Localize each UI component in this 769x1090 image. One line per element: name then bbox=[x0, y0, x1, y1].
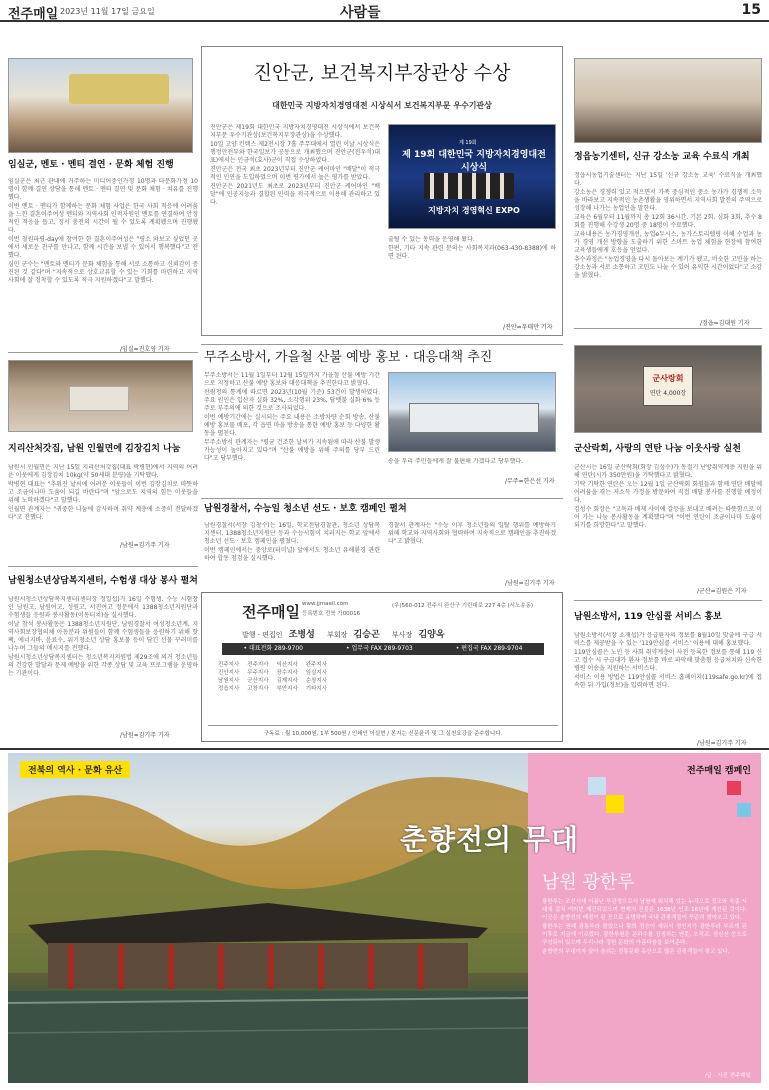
jeongeup-group-photo bbox=[574, 58, 762, 143]
divider bbox=[8, 352, 198, 353]
branch-cell: 고창지사 bbox=[247, 686, 269, 692]
imsil-byline: /임실=진호영 기자 bbox=[120, 346, 170, 353]
branch-table bbox=[214, 661, 331, 693]
section-title: 사람들 bbox=[340, 5, 381, 21]
musu-body-right: 송을 우리 주민들에게 잘 불편해 가겠다고 당부했다. bbox=[388, 458, 524, 465]
campaign-body: 광한루는 조선시대 이름난 부관정으로서 남원에 위치해 있는 누각으로 정조와 숙종 시대에 걸쳐 여러번 재건되었으며 현재의 건물은 1638년 인조 16년에 재건된 것이다. 이곳은 춘향전의 배경이 된 곳으로 유명하며 국내 관광객들이 꾸준히 찾아오고 있다. 광한루는 원래 광통루라 불렸으나 황희 정승이 세워서 정인지가 광한루라 부르게 된 이후로 지금에 이르렀다. 광한루원은 은하수를 상징하는 연못, 오작교, 삼신산 등으로 구성되어 있으며 우리나라 정원 문화의 아름다움을 보여준다. 춘향전의 무대이자 살아 숨쉬는 전통문화 유산으로 많은 관광객들이 찾고 있다. bbox=[542, 899, 747, 955]
imsil-body: 임실군은 최근 관내에 거주하는 미디어중인가정 10명과 다문화가정 10명이 함께 결연 상담을 통해 멘토 · 멘티 결연 및 문화 체험 · 치유를 진행했다. 이번 멘토 · 멘티가 함께하는 문화 체험 사업은 한국 사회 적응에 어려움을 느낀 결혼이주여성 멘티와 지역사회 인적자원인 멘토를 연결하여 안정적인 적응을 돕고, 정서 충전의 시간이 될 수 있도록 계획됐으며 진행됐다. 이번 철원파평-day에 참여한 한 결혼이주여성은 "평소 와보고 싶었던 곳에서 새로운 친구를 만나고, 함께 시간을 보낼 수 있어서 행복했다"고 전했다. 심민 군수는 "멘토와 멘티가 문화 체험을 통해 서로 소통하고 신뢰감이 증진된 것 같다"며 "지속적으로 상호교류할 수 있는 기회를 마련하고 지역사회에 잘 정착할 수 있도록 적극 지원하겠다"고 말했다. bbox=[8, 178, 198, 284]
police-body-right: 경찰서 관계자는 "수능 이후 청소년들의 일탈 행위를 예방하기 위해 학교와 지역사회와 협력하여 지속적으로 캠페인을 추진하겠다"고 밝혔다. bbox=[388, 522, 556, 545]
imsil-group-photo bbox=[8, 58, 193, 153]
fire-station-building bbox=[409, 403, 539, 433]
expo-logo: 지방자치 경영혁신 EXPO bbox=[428, 206, 520, 215]
vice-name: 김승곤 bbox=[353, 630, 380, 640]
banner-shape bbox=[69, 74, 169, 104]
branch-cell: 임실지사 bbox=[305, 670, 328, 676]
divider bbox=[8, 566, 198, 567]
jirisan-body: 남원시 인월면은 지난 15일 지리산처갓집(대표 박병현)에서 지역의 어려운 이웃에게 김장김치 10kg(약 50세대 분량)을 기탁했다. 박병현 대표는 "추워진 날씨에 어려운 이웃들이 이번 김장김치로 따뜻하고 조금이나마 도움이 되길 바란다"며 "앞으로도 지역의 힘든 이웃들을 위해 노력하겠다"고 말했다. 인월면 관계자는 "귀중한 나눔에 감사하며 취약 계층에 소중히 전달하겠다"고 전했다. bbox=[8, 464, 198, 521]
branch-cell: 남원지사 bbox=[218, 678, 240, 684]
main-byline: /진안=우태만 기자 bbox=[503, 324, 553, 331]
masthead-url[interactable]: www.jjmaeil.com bbox=[302, 601, 349, 607]
police-headline: 남원경찰서, 수능일 청소년 선도 · 보호 캠페인 펼쳐 bbox=[204, 504, 407, 514]
masthead-box bbox=[201, 592, 563, 742]
main-body-right: 출될 수 있는 동력을 운영해 왔다. 한편, 기타 지속 관련 문의는 사회복지과(063-430-8388)에 하면 된다. bbox=[388, 236, 556, 260]
campaign-divider bbox=[0, 748, 769, 750]
campaign-banner-right: 전주매일 캠페인 bbox=[687, 766, 751, 776]
jirisan-byline: /남원=김기주 기자 bbox=[120, 542, 170, 549]
gunsan-headline: 군산락회, 사랑의 연탄 나눔 이웃사랑 실천 bbox=[574, 444, 741, 454]
kimchi-donation-photo bbox=[8, 360, 193, 432]
police-body-left: 남원경찰서(서장 김창수)는 16일, 학교전담경찰관, 청소년 상담복지센터, 1388청소년지원단 등과 수능시험이 치러지는 학교 앞에서 청소년 선도 · 보호 캠페인을 펼쳤다. 이번 캠페인에서는 중앙로(터미널) 앞에서도 청소년 유해환경 관련하여 합동 점검을 실시했다. bbox=[204, 522, 380, 562]
color-square bbox=[606, 795, 624, 813]
divider bbox=[574, 328, 762, 329]
jeongeup-body: 정읍시농업기술센터는 지난 15일 '신규 강소농 교육' 수료식을 개최했다. 강소농은 경쟁력 있고 적으면서 가족 중심적인 중소 농가가 경쟁적 소득을 바라보고 지속적인 농촌생활을 영위하면서 지역사회 발전의 주역으로 성장해 나가는 농업인을 말한다. 교육은 6월부터 11월까지 총 12회 36시간, 기본 2회, 심화 3회, 추수 8회를 진행해 수강생 20명 중 18명이 수료했다. 교육내용은 농가경영개선, 농업e두시스, 농가스토리텔링 이해 수업과 농가 경영 개선 방향을 도출하기 위한 스마트 농업 체험을 현장에 참여한 교육생들에게 호응을 얻었다. 추수과정은 "농업경영을 다시 돌아보는 계기가 됐고, 비슷한 고민을 하는 강소농과 서로 소통하고 고민도 나눌 수 있어 유익한 시간이었다"고 소감을 밝혔다. bbox=[574, 172, 762, 279]
main-body-left: 진안군은 제19회 대한민국 지방자치경영대전 시상식에서 보건복지부문 우수기관상(보건복지부장관상)을 수상했다. 10일 고양 킨텍스 제2전시장 7홀 주무대에서 열린 이날 시상식은 행정안전부와 한국일보가 공동으로 개최했으며 진안군(전우석)대표)에서는 인금석(효사)군이 직접 수상하였다. 진안군은 전국 최초 2023년부터 진안군 케어마인 "배달"이 적극적인 인연을 도입하였으며 이번 평가에서 높은 평가를 받았다. 진안군은 2021년도 최초로 2023년부터 진안군 케어마인 "배달"에 인공지능과 결합된 인력을 적극적으로 이용해 관리하고 있다. bbox=[210, 124, 380, 206]
branch-cell: 기타지사 bbox=[305, 686, 328, 692]
campaign-subtitle: 남원 광한루 bbox=[542, 872, 635, 893]
youth-byline: /남원=김기주 기자 bbox=[120, 732, 170, 739]
campaign-credit: /글 · 사진 전주매일 bbox=[704, 1073, 751, 1079]
main-subheadline: 대한민국 지방자치경영대전 시상식서 보건복지부문 우수기관상 bbox=[272, 101, 492, 110]
branch-cell: 장수지사 bbox=[276, 670, 298, 676]
color-square bbox=[727, 781, 741, 795]
masthead-address: (우)560-012 전주시 완산구 기린대로 227 4층 (서노송동) bbox=[392, 603, 534, 609]
fire119-headline: 남원소방서, 119 안심콜 서비스 홍보 bbox=[574, 612, 722, 622]
branch-cell: 진안지사 bbox=[218, 670, 240, 676]
masthead-reg: 등록번호 전북 가00016 bbox=[302, 611, 361, 617]
vice-label: 부회장 bbox=[327, 631, 348, 639]
youth-body: 남원시청소년상담복지센터(센터장 정일섭)가 16일 수험생, 수능 시험장인 남원고, 남원여고, 성원고, 서진여고 정문에서 1388청소년지원단과 수험생들 응원과 봉사활동(이동터치)을 실시했다. 이날 참석 봉사활동은 1388청소년지원단, 남원경찰서 여성청소년계, 지역사회보장협의체 아동분과 위원들이 함께 수험생들을 응원하기 위해 핫팩, 에너지바, 음료수, 위기청소년 상담 홍보물 등이 담긴 선물 꾸러미를 나누며 그들의 메시지를 전했다. 남원시청소년상담복지센터는 청소년복지지원법 제29조에 의거 청소년들의 건강한 발달과 문제 예방을 위한 각종 상담 및 교육 프로그램을 운영하는 기관이다. bbox=[8, 596, 198, 677]
divider bbox=[201, 498, 563, 499]
campaign-title: 춘향전의 무대 bbox=[400, 823, 580, 856]
award-stage-text: 제 19회 대한민국 지방자치경영대전 시상식 bbox=[402, 150, 546, 173]
gunsan-byline: /군산=김원은 기자 bbox=[697, 588, 747, 595]
director-label: 부사장 bbox=[391, 631, 413, 639]
jirisan-headline: 지리산처갓집, 남원 인월면에 김장김치 나눔 bbox=[8, 444, 181, 454]
color-square bbox=[737, 803, 751, 817]
donation-sign-title: 군사랑회 bbox=[652, 374, 684, 383]
divider bbox=[574, 600, 762, 601]
award-stage-label: 제 19회 bbox=[459, 140, 477, 146]
campaign-panel bbox=[528, 753, 761, 1083]
masthead-footer: 구독료 : 월 10,000원, 1부 500원 / 인쇄인 이실현 / 본지는 신문윤리 및 그 실천요강을 준수합니다. bbox=[208, 725, 558, 737]
color-square bbox=[588, 777, 606, 795]
divider bbox=[201, 344, 563, 345]
branch-cell: 익산지사 bbox=[276, 662, 298, 668]
branch-cell: 완주지사 bbox=[305, 662, 328, 668]
fire119-body: 남원소방서(서장 소재섭)가 응급환자의 정보를 8월10일 맞출에 구급 서비스를 제공받을 수 있는 '119안심콜 서비스' 이용에 대해 홍보했다. 119안심콜은 노인 등 사회 취약계층이 사전 등록한 정보를 통해 119 신고 접수 시 구급대가 환자 정보를 바로 파악해 맞춤형 응급처치와 신속한 병원 이송을 지원하는 서비스다. 서비스 이용 방법은 119안심콜 서비스 홈페이지(119safe.go.kr)에 접속한 뒤 가입(정보)을 입력하면 된다. bbox=[574, 632, 762, 689]
masthead-staff bbox=[242, 627, 445, 640]
branch-cell: 군산지사 bbox=[247, 678, 269, 684]
gwanghallu-photo bbox=[8, 753, 528, 1083]
jeongeup-byline: /정읍=김대원 기자 bbox=[700, 320, 750, 327]
branch-cell: 전주지사 bbox=[247, 662, 269, 668]
branch-cell: 김제지사 bbox=[276, 678, 298, 684]
publisher-name: 조병성 bbox=[288, 630, 315, 640]
phone-bar bbox=[222, 643, 544, 655]
branch-cell: 순창지사 bbox=[305, 678, 328, 684]
masthead-name: 전주매일 bbox=[242, 603, 300, 621]
campaign-banner-left: 전북의 역사 · 문화 유산 bbox=[20, 761, 130, 778]
gunsan-donation-photo bbox=[574, 345, 762, 433]
musu-fire-station-photo bbox=[388, 372, 556, 452]
branch-cell: 부안지사 bbox=[276, 686, 298, 692]
page-header bbox=[0, 0, 769, 22]
phone-business: • 업무국 FAX 289-9703 bbox=[346, 645, 413, 652]
branch-cell: 정읍지사 bbox=[218, 686, 240, 692]
fire119-byline: /남원=김기주 기자 bbox=[697, 740, 747, 747]
award-ceremony-photo bbox=[388, 124, 556, 229]
youth-headline: 남원청소년상담복지센터, 수험생 대상 봉사 펼쳐 bbox=[8, 576, 198, 586]
phone-editorial: • 편집국 FAX 289-9704 bbox=[455, 645, 523, 652]
gunsan-body: 군산시는 16일 군산락회(회장 김성수)가 동절기 난방취약계층 지원을 위해 연탄(시가 350만원)을 기탁했다고 밝혔다. 기탁 기탁한 연탄은 오는 12월 1일 군산락회 회원들과 함께 연탄 배달에 어려움을 겪는 저소득 가정을 방문하여 직접 배달 봉사를 진행할 예정이다. 김성수 회장은 "고독과 배제 사이에 갈등을 보내고 배려는 따뜻함으로 이어 가는 나눔 봉사활동을 계획했다"며 "이번 연탄이 조금이나마 도움이 되기를 희망한다"고 말했다. bbox=[574, 464, 762, 529]
main-headline: 진안군, 보건복지부장관상 수상 bbox=[253, 62, 511, 84]
jeongeup-headline: 정읍농기센터, 신규 강소농 교육 수료식 개최 bbox=[574, 152, 750, 162]
musu-headline: 무주소방서, 가을철 산불 예방 홍보 · 대응대책 추진 bbox=[204, 350, 493, 365]
page-number: 15 bbox=[741, 2, 761, 18]
publication-name: 전주매일 bbox=[8, 7, 59, 22]
musu-body-left: 무주소방서는 11월 1일부터 12월 15일까지 가을철 산불 예방 기간으로 지정하고 산불 예방 홍보와 대응대책을 추진한다고 밝혔다. 산림청의 통계에 따르면 2023년(10월 기준) 53건이 발생하였다. 주요 원인은 입산자 실화 32%, 소각행위 23%, 담뱃불 실화 6% 등 주로 부주의에 의한 것으로 조사되었다. 이번 예방기간에는 실시되는 주요 내용은 소방차량 순회 방송, 산불 예방 홍보물 배포, 각 읍면 마을 방송을 통한 예방 홍보 등 다양한 활동을 펼친다. 무주소방서 관계자는 "평균 건조한 날씨가 지속됨에 따라 산불 발생 가능성이 높아지고 있다"며 "산불 예방을 위해 주의를 당부 드린다"고 당부했다. bbox=[204, 372, 380, 462]
musu-byline: /무주=한은선 기자 bbox=[505, 478, 555, 485]
donation-sign bbox=[643, 366, 693, 406]
branch-cell: 진주지사 bbox=[218, 662, 240, 668]
donation-sign-sub: 연탄 4,000장 bbox=[649, 390, 687, 397]
issue-date: 2023년 11월 17일 금요일 bbox=[60, 7, 155, 16]
imsil-headline: 임실군, 멘토 · 멘티 결연 · 문화 체험 진행 bbox=[8, 160, 174, 170]
branch-cell: 무주지사 bbox=[247, 670, 269, 676]
phone-main: • 대표전화 289-9700 bbox=[243, 645, 303, 652]
director-name: 김양옥 bbox=[418, 630, 445, 640]
kimchi-boxes bbox=[69, 386, 129, 411]
pavilion-illustration bbox=[8, 753, 528, 1083]
publisher-label: 발행 · 편집인 bbox=[242, 631, 283, 639]
award-people bbox=[424, 173, 514, 199]
police-byline: /남원=김기주 기자 bbox=[505, 580, 555, 587]
